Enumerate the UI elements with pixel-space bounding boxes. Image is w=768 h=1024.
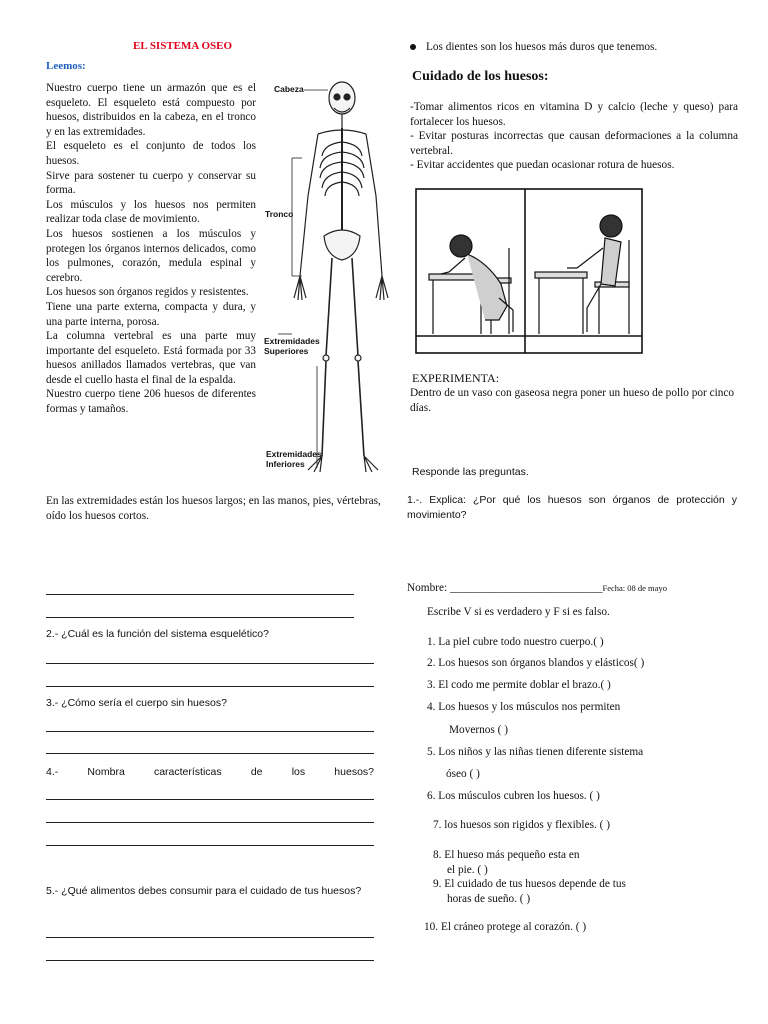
tf-item: horas de sueño. ( ) <box>447 893 531 905</box>
paragraph: Los huesos sostienen a los músculos y protegen los órganos internos delicados, como los pulmones, corazón, medula espinal y cerebro. <box>46 227 256 284</box>
paragraph: Sirve para sostener tu cuerpo y conservar su forma. <box>46 169 256 197</box>
name-field[interactable]: Nombre: ___________________________ <box>407 582 603 594</box>
answer-line[interactable] <box>46 663 374 664</box>
tf-item: 7. los huesos son rigidos y flexibles. ( ) <box>433 819 610 831</box>
bullet-item: Los dientes son los huesos más duros que tenemos. <box>410 40 657 55</box>
paragraph: La columna vertebral es una parte muy importante del esqueleto. Está formada por 33 huesos anillados llamados vertebras, que van desde el cuello hasta el final de la espalda. <box>46 330 256 386</box>
answer-line[interactable] <box>46 731 374 732</box>
skeleton-label-upper: Extremidades Superiores <box>264 336 320 356</box>
paragraph: Los músculos y los huesos nos permiten realizar toda clase de movimiento. <box>46 198 256 226</box>
skeleton-label-lower: Extremidades Inferiores <box>266 449 322 469</box>
leemos-heading: Leemos: <box>46 60 86 72</box>
tf-item: 6. Los músculos cubren los huesos. ( ) <box>427 790 600 802</box>
answer-line[interactable] <box>46 594 354 595</box>
paragraph: Los huesos son órganos regidos y resistentes. <box>46 286 249 299</box>
skeleton-label-head: Cabeza <box>274 84 304 94</box>
paragraph: El esqueleto es el conjunto de todos los huesos. <box>46 140 256 167</box>
answer-line[interactable] <box>46 937 374 938</box>
skeleton-illustration <box>262 76 397 486</box>
question-4: 4.- Nombra características de los huesos? <box>46 766 374 778</box>
skeleton-label-trunk: Tronco <box>265 209 294 219</box>
reading-text <box>46 81 256 417</box>
tf-item: 8. El hueso más pequeño esta en <box>433 849 580 861</box>
question-3: 3.- ¿Cómo sería el cuerpo sin huesos? <box>46 697 227 709</box>
name-row <box>407 582 667 594</box>
answer-line[interactable] <box>46 799 374 800</box>
bottom-text: En las extremidades están los huesos largos; en las manos, pies, vértebras, oído los huesos cortos. <box>46 495 381 522</box>
answer-line[interactable] <box>46 617 354 618</box>
answer-prompt: Responde las preguntas. <box>412 466 529 478</box>
tf-item: el pie. ( ) <box>447 864 488 876</box>
paragraph: Tiene una parte externa, compacta y dura, y una parte interna, porosa. <box>46 300 256 328</box>
experiment-title: EXPERIMENTA: <box>412 371 500 385</box>
experiment-text: Dentro de un vaso con gaseosa negra poner un hueso de pollo por cinco días. <box>410 387 735 414</box>
tf-item: 4. Los huesos y los músculos nos permiten <box>427 701 621 713</box>
bullet-icon <box>410 44 416 50</box>
care-item: -Tomar alimentos ricos en vitamina D y calcio (leche y queso) para fortalecer los huesos. <box>410 101 738 128</box>
answer-line[interactable] <box>46 822 374 823</box>
date-label: Fecha: 08 de mayo <box>602 583 667 593</box>
tf-item: 1. La piel cubre todo nuestro cuerpo.( ) <box>427 636 604 648</box>
paragraph: Nuestro cuerpo tiene un armazón que es el esqueleto. El esqueleto está compuesto por huesos, distribuidos en la cabeza, en el tronco y en las extremidades. <box>46 82 256 138</box>
page-title: EL SISTEMA OSEO <box>133 40 233 52</box>
care-title: Cuidado de los huesos: <box>412 69 549 84</box>
answer-line[interactable] <box>46 753 374 754</box>
tf-item: 5. Los niños y las niñas tienen diferente sistema <box>427 746 644 758</box>
tf-item: 9. El cuidado de tus huesos depende de tus <box>433 878 626 890</box>
tf-item: 2. Los huesos son órganos blandos y elásticos( ) <box>427 657 645 669</box>
answer-line[interactable] <box>46 686 374 687</box>
posture-illustration <box>415 188 643 354</box>
tf-item: óseo ( ) <box>446 768 480 780</box>
care-item: - Evitar accidentes que puedan ocasionar rotura de huesos. <box>410 159 675 171</box>
tf-instruction: Escribe V si es verdadero y F si es falso. <box>427 606 610 618</box>
care-item: - Evitar posturas incorrectas que causan deformaciones a la columna vertebral. <box>410 130 738 157</box>
tf-item: 3. El codo me permite doblar el brazo.( ) <box>427 679 611 691</box>
tf-item: Movernos ( ) <box>449 724 508 736</box>
care-list <box>410 100 738 173</box>
tf-item: 10. El cráneo protege al corazón. ( ) <box>424 921 587 933</box>
question-2: 2.- ¿Cuál es la función del sistema esquelético? <box>46 628 269 640</box>
answer-line[interactable] <box>46 845 374 846</box>
paragraph: Nuestro cuerpo tiene 206 huesos de diferentes formas y tamaños. <box>46 388 256 416</box>
answer-line[interactable] <box>46 960 374 961</box>
question-5: 5.- ¿Qué alimentos debes consumir para el cuidado de tus huesos? <box>46 885 362 897</box>
question-1: 1.-. Explica: ¿Por qué los huesos son órganos de protección y movimiento? <box>407 494 737 521</box>
